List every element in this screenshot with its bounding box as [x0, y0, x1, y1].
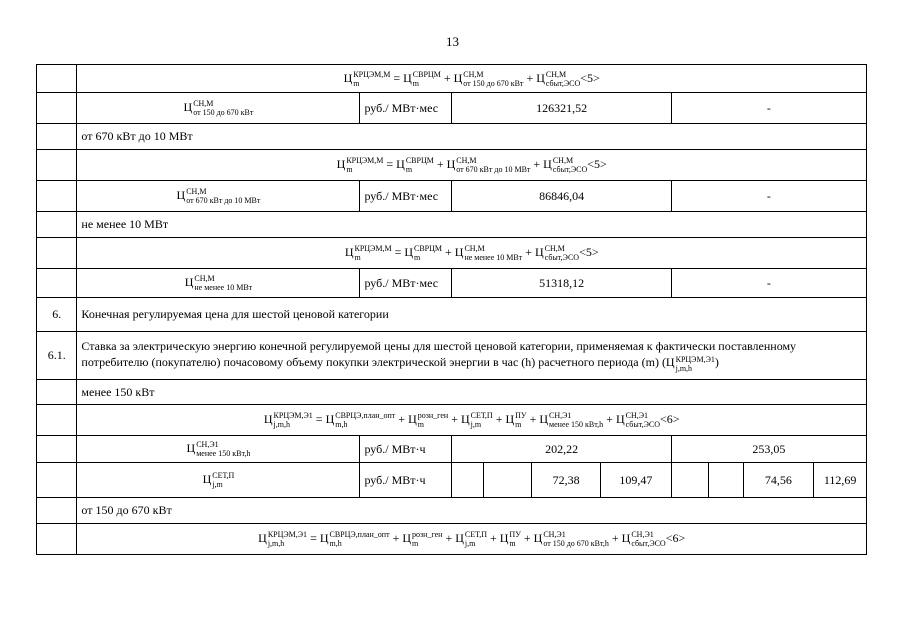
power-range-heading: от 150 до 670 кВт: [77, 498, 867, 524]
unit-cell: руб./ МВт·ч: [360, 436, 452, 463]
formula: Ц КРЦЭМ,Э1 j,m,h = Ц СВРЦЭ,план_опт m,h + Ц розн_ген m + Ц СЕТ,П j,m + Ц ПУ m + Ц СН,Э1 менее 150 кВт,h + Ц СН,Э1 сбыт,ЭСО <6>: [77, 405, 867, 436]
formula-row: [37, 524, 867, 555]
dash-cell: -: [671, 269, 866, 298]
value-cell: 86846,04: [452, 181, 671, 212]
unit-cell: руб./ МВт·мес: [360, 93, 452, 124]
subheader-row: [37, 498, 867, 524]
unit-cell: руб./ МВт·мес: [360, 269, 452, 298]
formula: Ц КРЦЭМ,М m = Ц СВРЦМ m + Ц СН,М от 150 до 670 кВт + Ц СН,М сбыт,ЭСО <5>: [77, 65, 867, 93]
section-title: Конечная регулируемая цена для шестой ценовой категории: [77, 298, 867, 332]
value-cell: 72,38: [532, 463, 601, 498]
table-row: [37, 463, 867, 498]
subheader-row: [37, 212, 867, 238]
power-range-heading: менее 150 кВт: [77, 380, 867, 405]
subheader-row: [37, 124, 867, 150]
empty-cell: [671, 463, 708, 498]
component-label: Ц СН,Э1 менее 150 кВт,h: [77, 436, 360, 463]
component-label: Ц СН,М не менее 10 МВт: [77, 269, 360, 298]
formula-row: [37, 238, 867, 269]
value-cell: 74,56: [743, 463, 814, 498]
empty-cell: [452, 463, 483, 498]
value-cell: 51318,12: [452, 269, 671, 298]
tariff-table: [36, 64, 867, 555]
value-cell: 253,05: [671, 436, 866, 463]
component-label: Ц СН,М от 670 кВт до 10 МВт: [77, 181, 360, 212]
formula: Ц КРЦЭМ,Э1 j,m,h = Ц СВРЦЭ,план_опт m,h + Ц розн_ген m + Ц СЕТ,П j,m + Ц ПУ m + Ц СН,Э1 от 150 до 670 кВт,h + Ц СН,Э1 сбыт,ЭСО <6>: [77, 524, 867, 555]
value-cell: 112,69: [814, 463, 867, 498]
formula: Ц КРЦЭМ,М m = Ц СВРЦМ m + Ц СН,М от 670 кВт до 10 МВт + Ц СН,М сбыт,ЭСО <5>: [77, 150, 867, 181]
table-row: [37, 269, 867, 298]
value-cell: 109,47: [601, 463, 672, 498]
subheader-row: [37, 380, 867, 405]
table-row: [37, 181, 867, 212]
component-label: Ц СН,М от 150 до 670 кВт: [77, 93, 360, 124]
value-cell: 126321,52: [452, 93, 671, 124]
dash-cell: -: [671, 181, 866, 212]
power-range-heading: не менее 10 МВт: [77, 212, 867, 238]
table-row: [37, 93, 867, 124]
unit-cell: руб./ МВт·ч: [360, 463, 452, 498]
formula-row: [37, 65, 867, 93]
formula-row: [37, 405, 867, 436]
section-row: [37, 298, 867, 332]
empty-cell: [709, 463, 743, 498]
empty-cell: [483, 463, 532, 498]
dash-cell: -: [671, 93, 866, 124]
power-range-heading: от 670 кВт до 10 МВт: [77, 124, 867, 150]
section-number: 6.: [37, 298, 77, 332]
component-label: Ц СЕТ,П j,m: [77, 463, 360, 498]
section-description: Ставка за электрическую энергию конечной регулируемой цены для шестой ценовой категории, применяемая к фактически поставленному потребителю (покупателю) почасовому объему покупки электрической энергии в час (h) расчетного периода (m) (Ц КРЦЭМ,Э1 j,m,h ): [77, 332, 867, 380]
value-cell: 202,22: [452, 436, 671, 463]
unit-cell: руб./ МВт·мес: [360, 181, 452, 212]
table-row: [37, 436, 867, 463]
section-row: [37, 332, 867, 380]
page-number: 13: [446, 34, 459, 49]
formula: Ц КРЦЭМ,М m = Ц СВРЦМ m + Ц СН,М не менее 10 МВт + Ц СН,М сбыт,ЭСО <5>: [77, 238, 867, 269]
section-number: 6.1.: [37, 332, 77, 380]
formula-row: [37, 150, 867, 181]
